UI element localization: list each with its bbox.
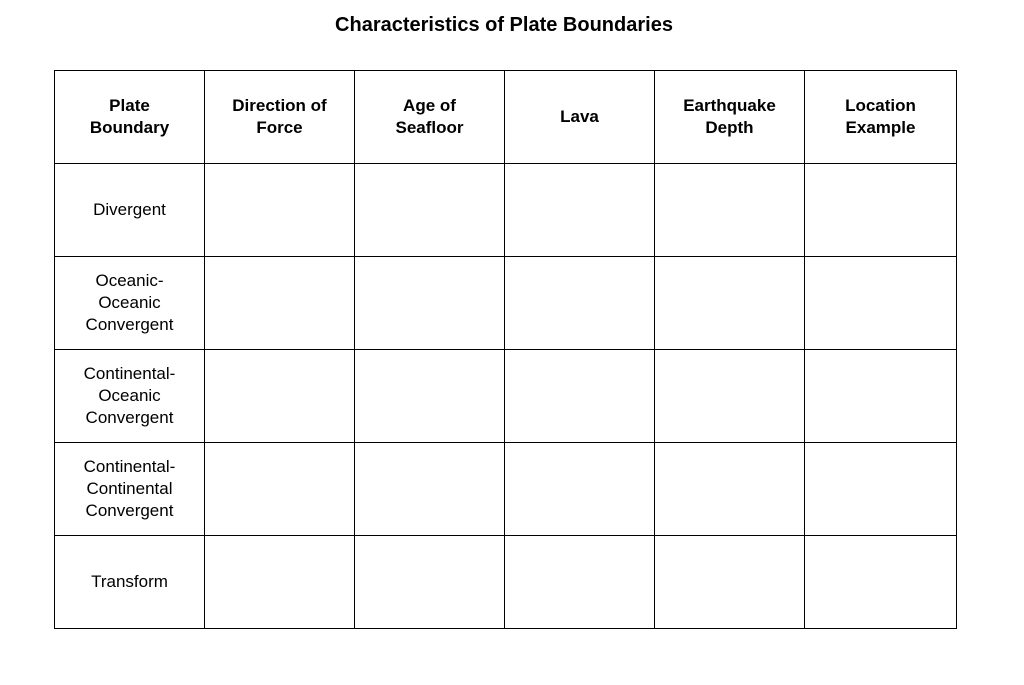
cell-lava[interactable] bbox=[505, 536, 655, 629]
cell-age-of-seafloor[interactable] bbox=[355, 350, 505, 443]
table-row bbox=[55, 164, 957, 257]
cell-age-of-seafloor[interactable] bbox=[355, 443, 505, 536]
cell-earthquake-depth[interactable] bbox=[655, 164, 805, 257]
plate-boundaries-table bbox=[54, 70, 957, 629]
cell-lava[interactable] bbox=[505, 443, 655, 536]
row-label-continental-oceanic-convergent: Continental- Oceanic Convergent bbox=[55, 350, 205, 443]
cell-lava[interactable] bbox=[505, 257, 655, 350]
header-location-example: Location Example bbox=[805, 71, 957, 164]
cell-age-of-seafloor[interactable] bbox=[355, 164, 505, 257]
table-row bbox=[55, 350, 957, 443]
table-row bbox=[55, 443, 957, 536]
cell-direction-of-force[interactable] bbox=[205, 443, 355, 536]
cell-location-example[interactable] bbox=[805, 443, 957, 536]
cell-location-example[interactable] bbox=[805, 350, 957, 443]
header-earthquake-depth: Earthquake Depth bbox=[655, 71, 805, 164]
cell-direction-of-force[interactable] bbox=[205, 350, 355, 443]
row-label-transform: Transform bbox=[55, 536, 205, 629]
cell-location-example[interactable] bbox=[805, 164, 957, 257]
cell-earthquake-depth[interactable] bbox=[655, 257, 805, 350]
cell-earthquake-depth[interactable] bbox=[655, 536, 805, 629]
cell-location-example[interactable] bbox=[805, 536, 957, 629]
row-label-oceanic-oceanic-convergent: Oceanic- Oceanic Convergent bbox=[55, 257, 205, 350]
page-title: Characteristics of Plate Boundaries bbox=[335, 14, 673, 36]
header-plate-boundary: Plate Boundary bbox=[55, 71, 205, 164]
cell-direction-of-force[interactable] bbox=[205, 164, 355, 257]
table-row bbox=[55, 536, 957, 629]
cell-direction-of-force[interactable] bbox=[205, 257, 355, 350]
cell-location-example[interactable] bbox=[805, 257, 957, 350]
header-age-of-seafloor: Age of Seafloor bbox=[355, 71, 505, 164]
header-lava: Lava bbox=[505, 71, 655, 164]
cell-earthquake-depth[interactable] bbox=[655, 350, 805, 443]
cell-lava[interactable] bbox=[505, 164, 655, 257]
cell-age-of-seafloor[interactable] bbox=[355, 257, 505, 350]
table-row bbox=[55, 257, 957, 350]
row-label-continental-continental-convergent: Continental- Continental Convergent bbox=[55, 443, 205, 536]
row-label-divergent: Divergent bbox=[55, 164, 205, 257]
cell-lava[interactable] bbox=[505, 350, 655, 443]
header-row bbox=[55, 71, 957, 164]
cell-age-of-seafloor[interactable] bbox=[355, 536, 505, 629]
header-direction-of-force: Direction of Force bbox=[205, 71, 355, 164]
cell-direction-of-force[interactable] bbox=[205, 536, 355, 629]
cell-earthquake-depth[interactable] bbox=[655, 443, 805, 536]
